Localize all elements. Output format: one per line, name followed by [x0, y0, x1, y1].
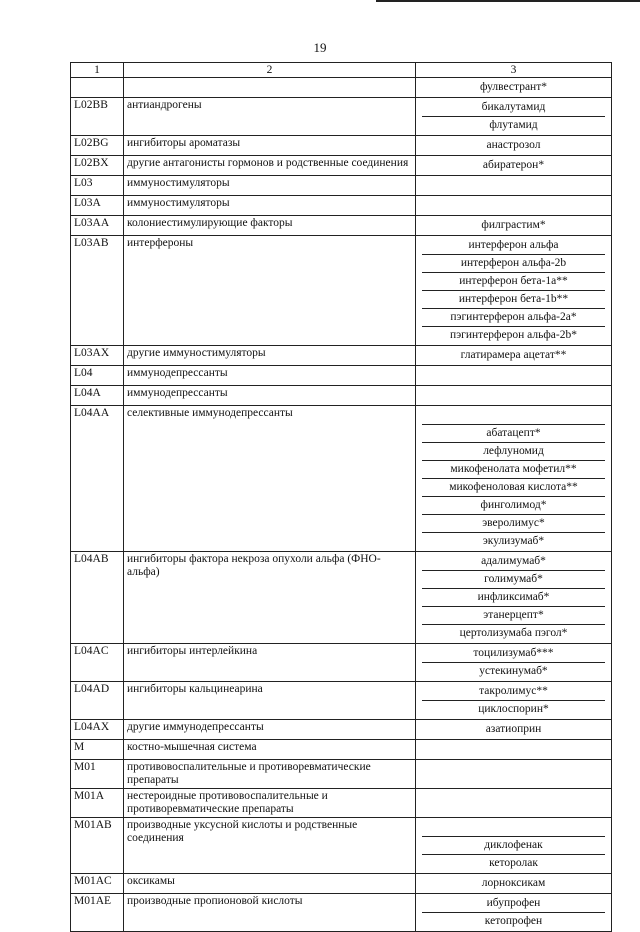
drug-list — [416, 682, 612, 720]
drug-name: эверолимус* — [422, 515, 605, 533]
table-row — [71, 98, 612, 136]
drug-name: бикалутамид — [422, 99, 605, 117]
table-row — [71, 196, 612, 216]
drug-name: ибупрофен — [422, 895, 605, 913]
atc-code: L03A — [71, 196, 124, 216]
table-row — [71, 78, 612, 98]
atc-code: L04A — [71, 386, 124, 406]
atc-code: M — [71, 740, 124, 760]
group-name: иммунодепрессанты — [124, 386, 416, 406]
atc-code: L04AA — [71, 406, 124, 552]
drug-name: интерферон бета-1а** — [422, 273, 605, 291]
drug-name: экулизумаб* — [482, 535, 545, 547]
table-row — [71, 176, 612, 196]
table-row — [71, 874, 612, 894]
group-name: производные уксусной кислоты и родственные соединения — [124, 818, 416, 874]
table-row — [71, 740, 612, 760]
drug-list — [416, 98, 612, 136]
group-name: иммуностимуляторы — [124, 176, 416, 196]
column-header-1: 1 — [71, 63, 124, 78]
group-name: противовоспалительные и противоревматические препараты — [124, 760, 416, 789]
drug-list — [416, 818, 612, 874]
drug-list — [416, 136, 612, 156]
group-name: другие иммуностимуляторы — [124, 346, 416, 366]
drug-name: интерферон бета-1b** — [422, 291, 605, 309]
drug-list — [416, 196, 612, 216]
group-name: ингибиторы ароматазы — [124, 136, 416, 156]
drug-name: микофенолата мофетил** — [422, 461, 605, 479]
group-name: интерфероны — [124, 236, 416, 346]
table-row — [71, 156, 612, 176]
atc-code — [71, 78, 124, 98]
drug-list — [416, 346, 612, 366]
drug-name: пэгинтерферон альфа-2а* — [422, 309, 605, 327]
table-row — [71, 346, 612, 366]
column-header-2: 2 — [124, 63, 416, 78]
table-row — [71, 236, 612, 346]
atc-code: M01AC — [71, 874, 124, 894]
drug-name: анастрозол — [486, 139, 541, 151]
atc-code: L04AX — [71, 720, 124, 740]
group-name: другие иммунодепрессанты — [124, 720, 416, 740]
table-row — [71, 136, 612, 156]
drug-list — [416, 894, 612, 932]
drug-name: абатацепт* — [422, 425, 605, 443]
atc-code: L03AA — [71, 216, 124, 236]
drug-list — [416, 789, 612, 818]
drug-name: глатирамера ацетат** — [460, 349, 567, 361]
drug-classification-table — [70, 62, 612, 932]
empty-drug-cell — [419, 177, 608, 194]
drug-name: филграстим* — [481, 219, 546, 231]
group-name: ингибиторы фактора некроза опухоли альфа (ФНО-альфа) — [124, 552, 416, 644]
drug-name: абиратерон* — [482, 159, 545, 171]
header-row — [71, 63, 612, 78]
drug-name: азатиоприн — [485, 723, 542, 735]
drug-name: лефлуномид — [422, 443, 605, 461]
drug-list — [416, 156, 612, 176]
drug-name: такролимус** — [422, 683, 605, 701]
drug-list — [416, 236, 612, 346]
drug-list — [416, 406, 612, 552]
empty-drug-cell — [419, 761, 608, 778]
empty-drug-cell — [419, 741, 608, 758]
atc-code: L04AC — [71, 644, 124, 682]
atc-code: L04AB — [71, 552, 124, 644]
atc-code: M01A — [71, 789, 124, 818]
drug-name: фулвестрант* — [480, 81, 547, 93]
drug-list — [416, 760, 612, 789]
table-row — [71, 552, 612, 644]
atc-code: L03AB — [71, 236, 124, 346]
drug-list — [416, 720, 612, 740]
drug-name: кеторолак — [489, 857, 538, 869]
atc-code: L03AX — [71, 346, 124, 366]
atc-code: L03 — [71, 176, 124, 196]
drug-list — [416, 216, 612, 236]
table-row — [71, 644, 612, 682]
atc-code: L02BX — [71, 156, 124, 176]
drug-name — [422, 407, 605, 425]
table-row — [71, 760, 612, 789]
empty-drug-cell — [419, 387, 608, 404]
atc-code: M01AB — [71, 818, 124, 874]
drug-name: кетопрофен — [484, 915, 543, 927]
group-name: другие антагонисты гормонов и родственные соединения — [124, 156, 416, 176]
group-name: ингибиторы кальцинеарина — [124, 682, 416, 720]
drug-name: тоцилизумаб*** — [422, 645, 605, 663]
table-row — [71, 789, 612, 818]
top-rule — [376, 0, 640, 2]
empty-drug-cell — [419, 197, 608, 214]
table-row — [71, 216, 612, 236]
group-name: ингибиторы интерлейкина — [124, 644, 416, 682]
drug-name: финголимод* — [422, 497, 605, 515]
table-row — [71, 894, 612, 932]
drug-name: лорноксикам — [481, 877, 546, 889]
drug-name: инфликсимаб* — [422, 589, 605, 607]
atc-code: L04 — [71, 366, 124, 386]
table-row — [71, 386, 612, 406]
group-name: иммуностимуляторы — [124, 196, 416, 216]
drug-name: интерферон альфа — [422, 237, 605, 255]
drug-name: интерферон альфа-2b — [422, 255, 605, 273]
drug-list — [416, 176, 612, 196]
drug-name: этанерцепт* — [422, 607, 605, 625]
drug-name: флутамид — [489, 119, 538, 131]
group-name: колониестимулирующие факторы — [124, 216, 416, 236]
drug-name: голимумаб* — [422, 571, 605, 589]
drug-name: диклофенак — [422, 837, 605, 855]
table-row — [71, 682, 612, 720]
table-row — [71, 406, 612, 552]
group-name: иммунодепрессанты — [124, 366, 416, 386]
drug-name: адалимумаб* — [422, 553, 605, 571]
empty-drug-cell — [419, 790, 608, 807]
drug-name — [422, 819, 605, 837]
drug-name: устекинумаб* — [479, 665, 548, 677]
drug-list — [416, 366, 612, 386]
drug-list — [416, 552, 612, 644]
group-name: костно-мышечная система — [124, 740, 416, 760]
table-row — [71, 818, 612, 874]
group-name: антиандрогены — [124, 98, 416, 136]
drug-name: пэгинтерферон альфа-2b* — [450, 329, 577, 341]
atc-code: M01AE — [71, 894, 124, 932]
atc-code: L04AD — [71, 682, 124, 720]
drug-name: микофеноловая кислота** — [422, 479, 605, 497]
page-number: 19 — [313, 40, 327, 55]
empty-drug-cell — [419, 367, 608, 384]
group-name: оксикамы — [124, 874, 416, 894]
group-name — [124, 78, 416, 98]
drug-name: циклоспорин* — [478, 703, 549, 715]
drug-list — [416, 874, 612, 894]
atc-code: L02BB — [71, 98, 124, 136]
drug-list — [416, 644, 612, 682]
drug-list — [416, 740, 612, 760]
drug-list — [416, 78, 612, 98]
drug-list — [416, 386, 612, 406]
atc-code: M01 — [71, 760, 124, 789]
group-name: производные пропионовой кислоты — [124, 894, 416, 932]
group-name: нестероидные противовоспалительные и противоревматические препараты — [124, 789, 416, 818]
group-name: селективные иммунодепрессанты — [124, 406, 416, 552]
table-row — [71, 366, 612, 386]
atc-code: L02BG — [71, 136, 124, 156]
drug-name: цертолизумаба пэгол* — [459, 627, 568, 639]
column-header-3: 3 — [416, 63, 612, 78]
table-row — [71, 720, 612, 740]
